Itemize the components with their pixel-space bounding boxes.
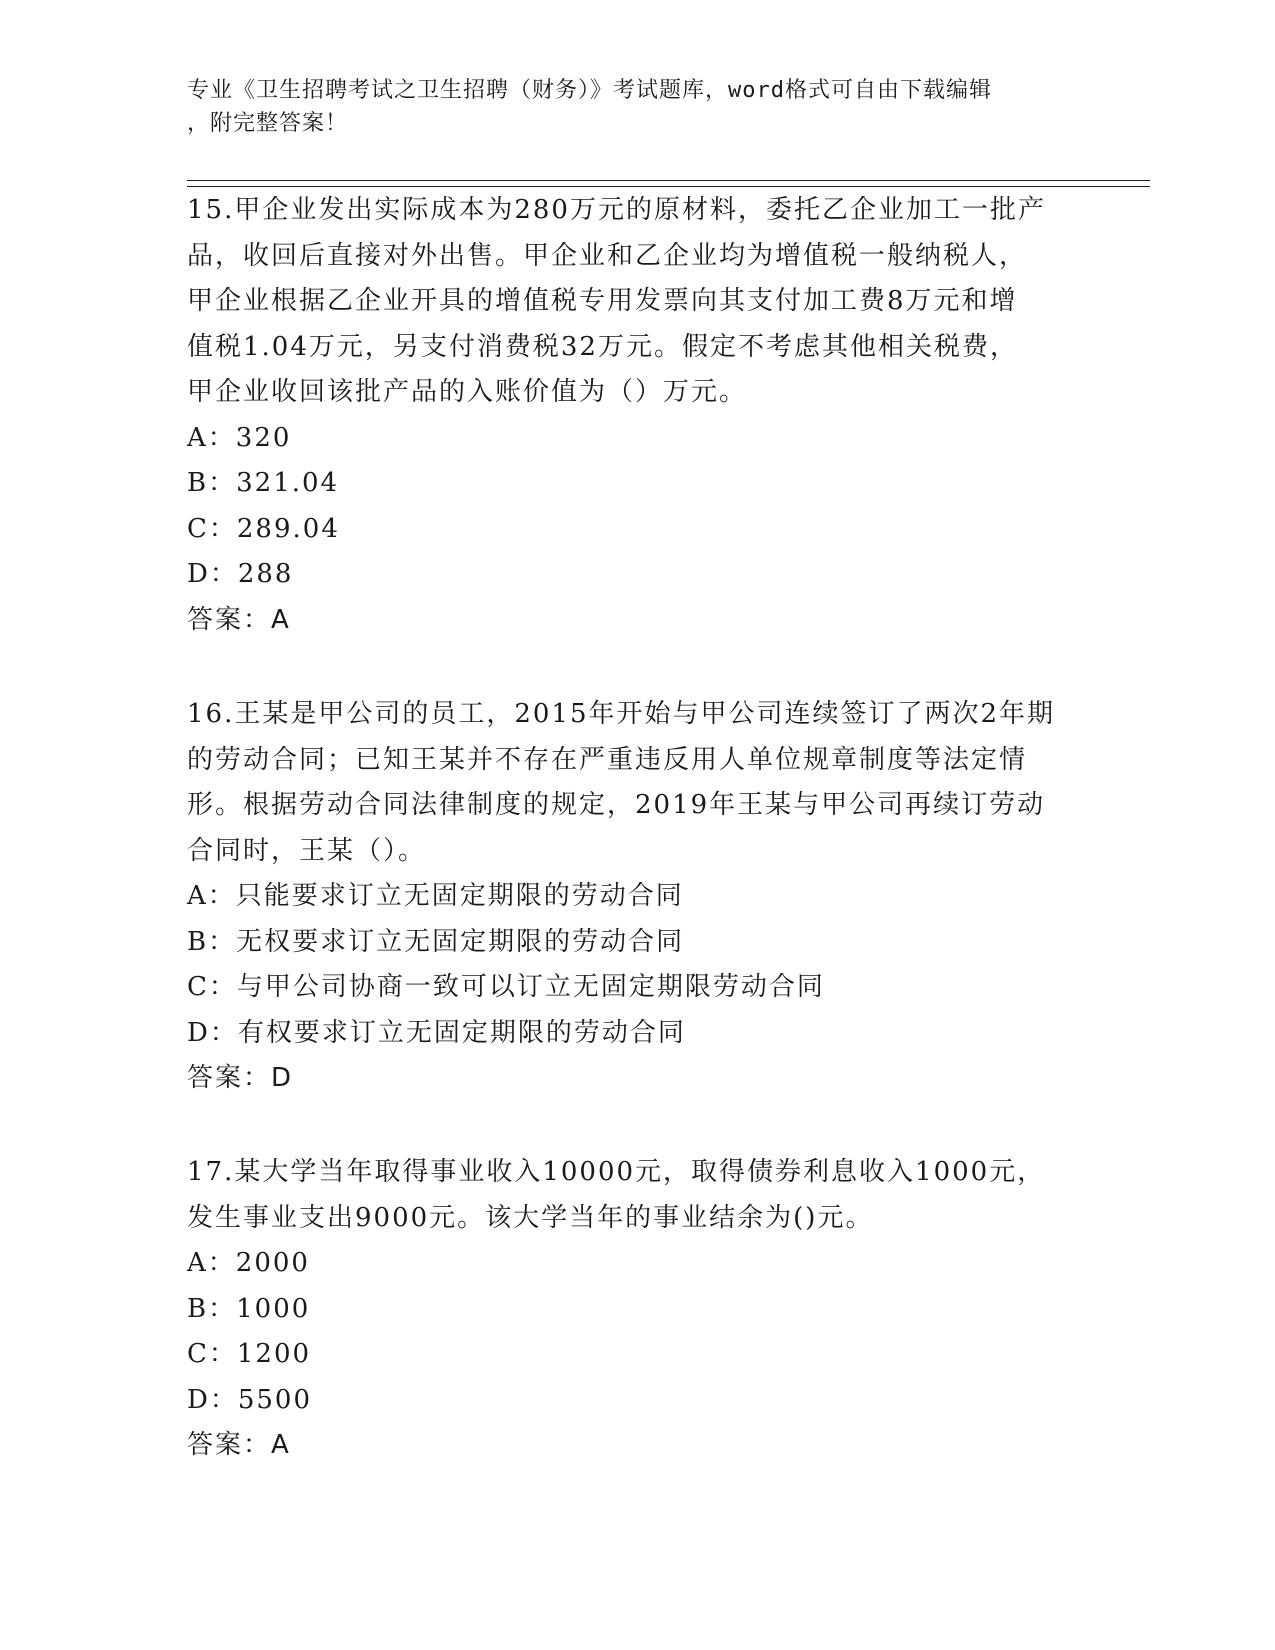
- option-a: A：320: [187, 422, 292, 453]
- option-d: D：288: [187, 559, 294, 589]
- stem-line: 17.某大学当年取得事业收入10000元，取得债券利息收入1000元，: [187, 1157, 1046, 1187]
- stem-line: 发生事业支出9000元。该大学当年的事业结余为()元。: [187, 1202, 874, 1233]
- header-divider-top: [187, 180, 1150, 181]
- option-c: C：289.04: [187, 513, 340, 544]
- answer-label: 答案：A: [187, 604, 291, 635]
- document-header: [187, 74, 1067, 140]
- stem-line: 合同时，王某（）。: [187, 835, 427, 866]
- stem-line: 甲企业根据乙企业开具的增值税专用发票向其支付加工费8万元和增: [187, 286, 1018, 316]
- stem-line: 值税1.04万元，另支付消费税32万元。假定不考虑其他相关税费，: [187, 331, 1018, 362]
- stem-line: 甲企业收回该批产品的入账价值为（）万元。: [187, 377, 748, 407]
- option-b: B：无权要求订立无固定期限的劳动合同: [187, 926, 685, 957]
- header-divider-bottom: [187, 186, 1150, 187]
- question-17: [187, 1150, 1087, 1469]
- stem-line: 的劳动合同；已知王某并不存在严重违反用人单位规章制度等法定情: [187, 744, 1028, 775]
- stem-line: 形。根据劳动合同法律制度的规定，2019年王某与甲公司再续订劳动: [187, 790, 1046, 820]
- answer-label: 答案：D: [187, 1063, 294, 1093]
- option-c: C：1200: [187, 1339, 312, 1369]
- option-a: A：2000: [187, 1248, 310, 1278]
- header-line-1: 专业《卫生招聘考试之卫生招聘（财务）》考试题库，word格式可自由下载编辑: [187, 78, 992, 103]
- stem-line: 15.甲企业发出实际成本为280万元的原材料，委托乙企业加工一批产: [187, 195, 1046, 225]
- option-d: D：5500: [187, 1384, 313, 1415]
- option-a: A：只能要求订立无固定期限的劳动合同: [187, 881, 684, 911]
- stem-line: 品，收回后直接对外出售。甲企业和乙企业均为增值税一般纳税人，: [187, 240, 1028, 271]
- question-15: [187, 188, 1087, 643]
- question-stem: [187, 692, 1087, 874]
- option-d: D：有权要求订立无固定期限的劳动合同: [187, 1017, 686, 1048]
- header-line-2: ，附完整答案！: [187, 111, 349, 136]
- option-b: B：1000: [187, 1293, 311, 1324]
- stem-line: 16.王某是甲公司的员工，2015年开始与甲公司连续签订了两次2年期: [187, 699, 1056, 729]
- question-16: [187, 692, 1087, 1102]
- question-stem: [187, 1150, 1087, 1241]
- answer-label: 答案：A: [187, 1430, 291, 1460]
- option-b: B：321.04: [187, 468, 340, 498]
- question-stem: [187, 188, 1087, 416]
- option-c: C：与甲公司协商一致可以订立无固定期限劳动合同: [187, 972, 825, 1002]
